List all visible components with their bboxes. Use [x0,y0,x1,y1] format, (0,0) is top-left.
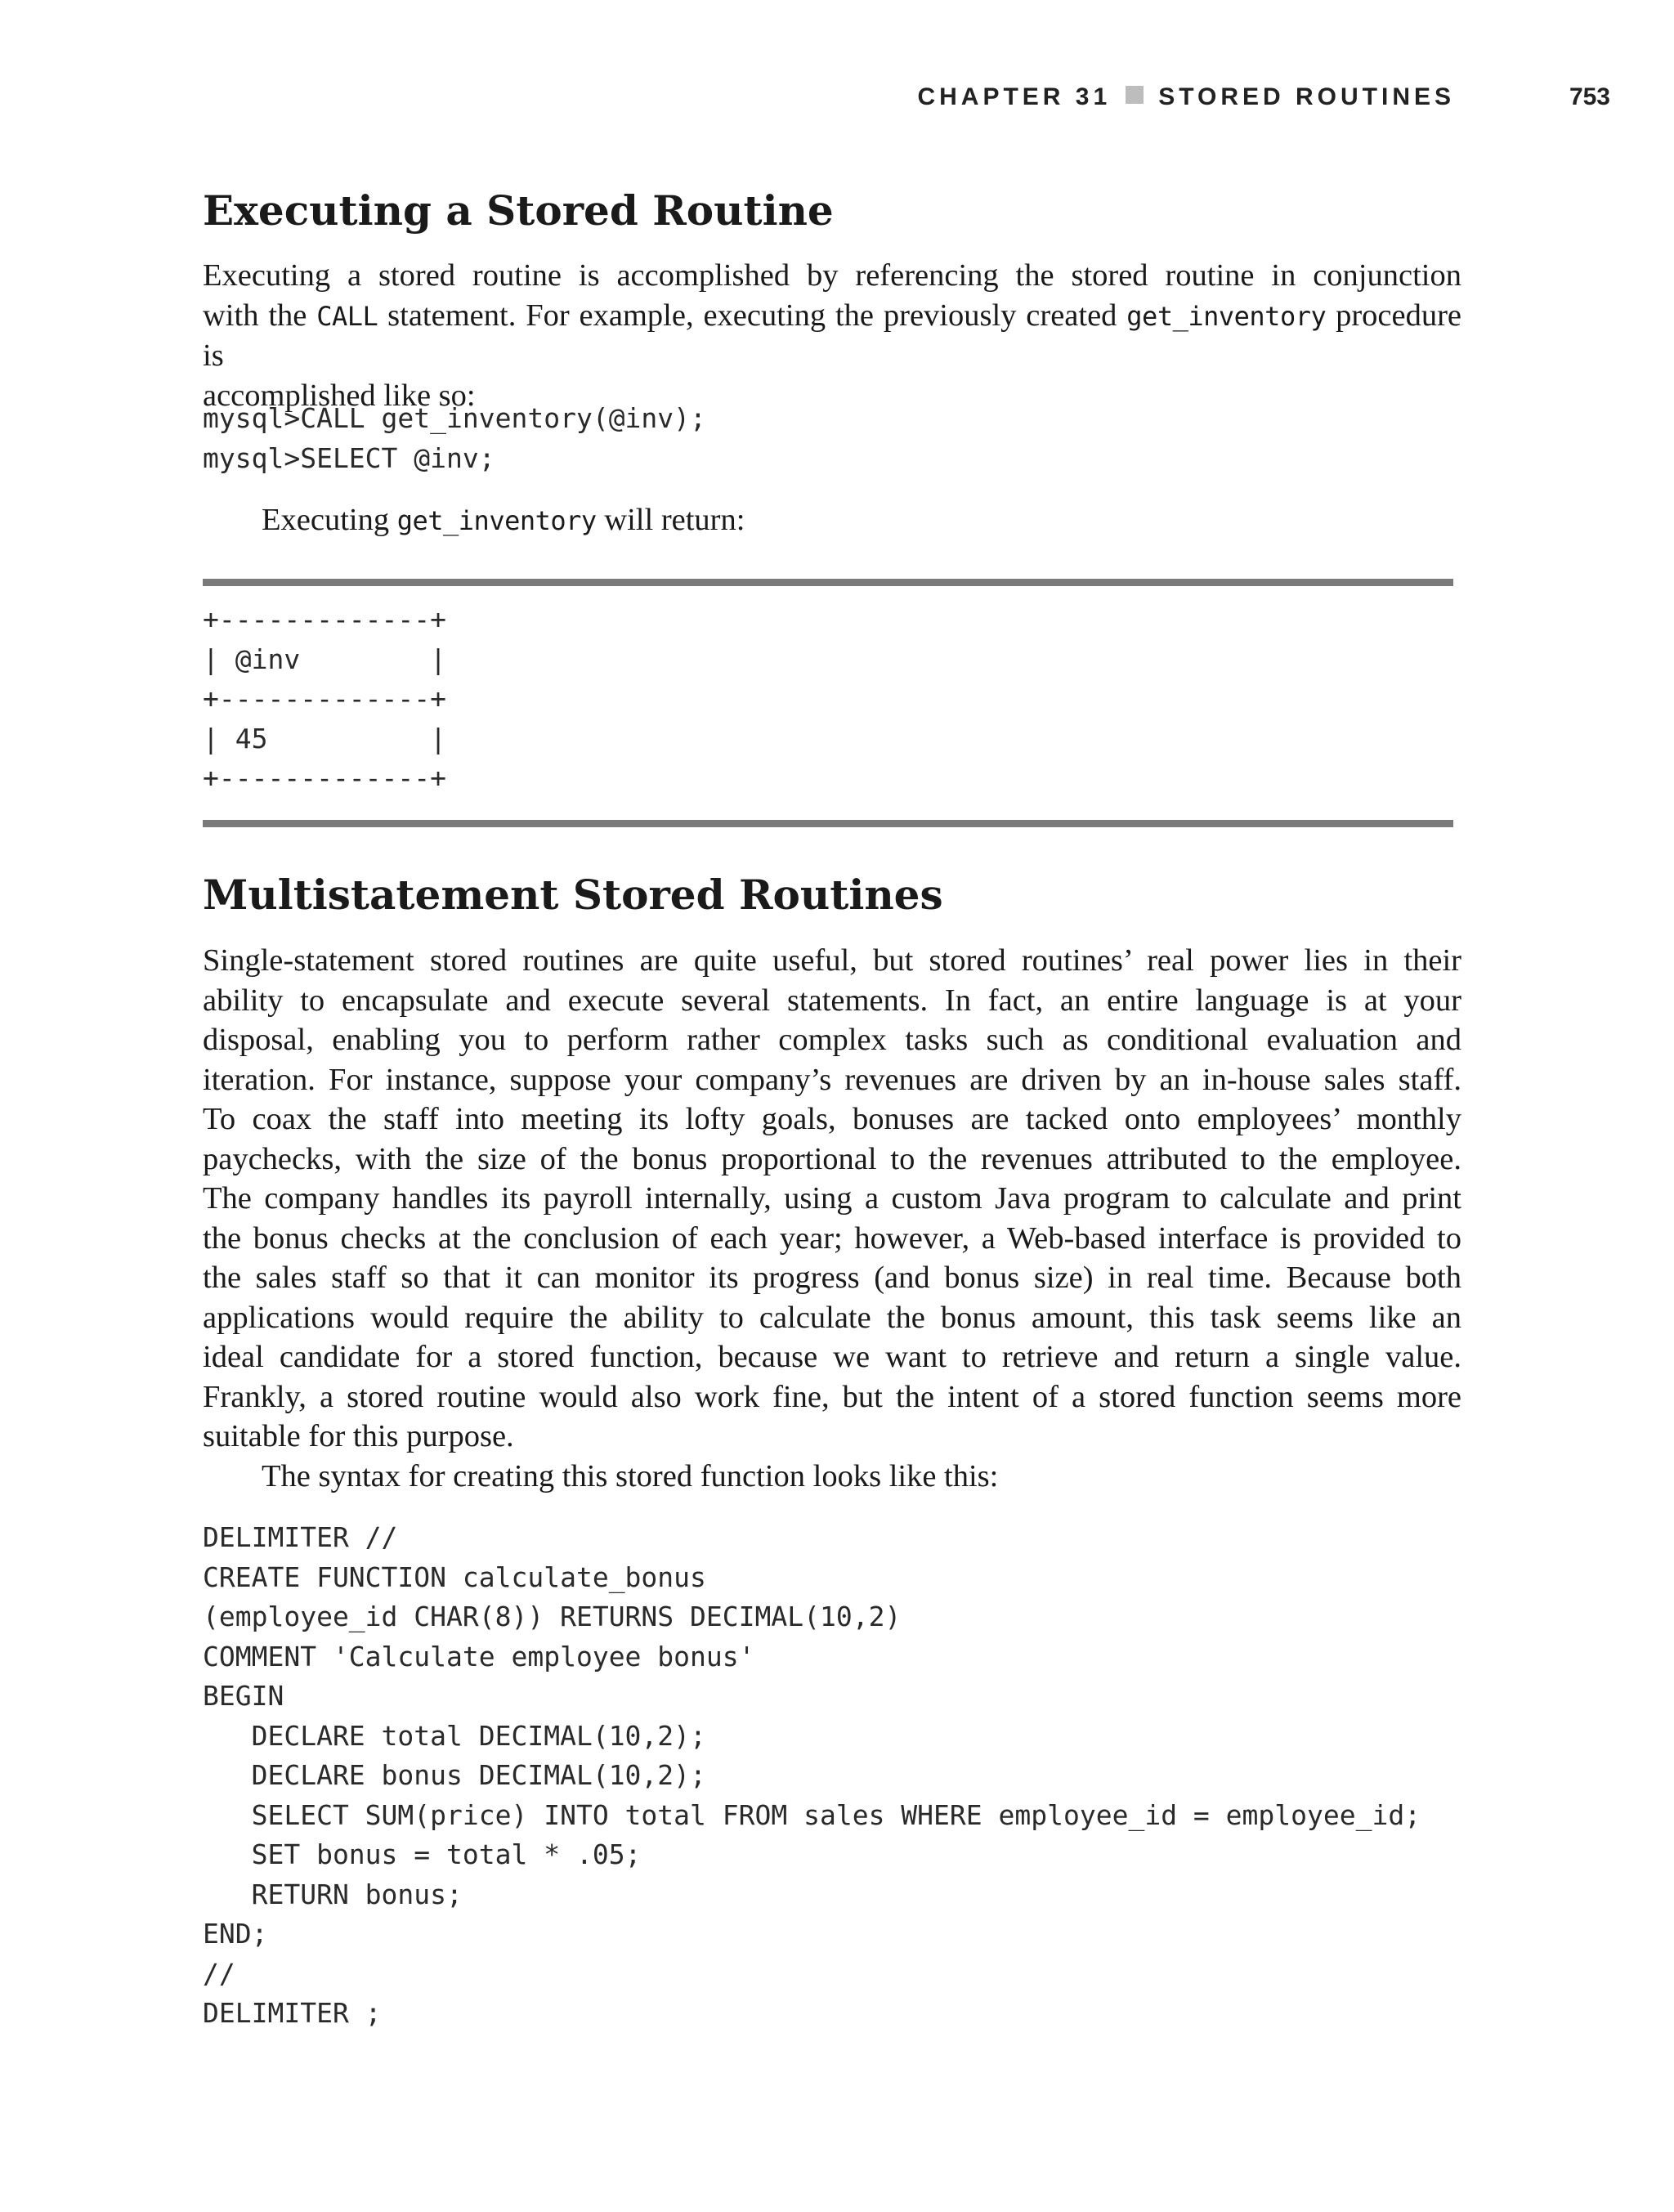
code-line: mysql>CALL get_inventory(@inv); [203,402,706,434]
code-line: SET bonus = total * .05; [203,1838,642,1870]
paragraph-line: Frankly, a stored routine would also work fine, but the intent of a stored function seems more [203,1379,1461,1414]
code-line: DELIMITER // [203,1521,398,1553]
code-line: DECLARE bonus DECIMAL(10,2); [203,1759,706,1791]
paragraph-line: ability to encapsulate and execute several statements. In fact, an entire language is at your [203,983,1461,1018]
output-line: | 45 | [203,722,447,754]
code-line: BEGIN [203,1680,284,1712]
paragraph-line: suitable for this purpose. [203,1419,514,1453]
text-run: statement. For example, executing the previously created [378,298,1127,333]
output-bottom-rule [203,820,1453,827]
code-line: DECLARE total DECIMAL(10,2); [203,1719,706,1752]
paragraph-line: applications would require the ability to calculate the bonus amount, this task seems like an [203,1300,1461,1335]
code-line: END; [203,1918,268,1950]
paragraph-line: Single-statement stored routines are quite useful, but stored routines’ real power lies in their [203,943,1461,978]
code-line: // [203,1957,235,1990]
running-header [899,83,1455,111]
output-line: +-------------+ [203,762,447,794]
inline-code-call: CALL [316,300,378,332]
query-output-table [203,600,446,799]
paragraph-will-return [203,500,1461,541]
paragraph-executing-intro [203,256,1461,415]
paragraph-line: the sales staff so that it can monitor its progress (and bonus size) in real time. Because both [203,1260,1461,1295]
text-run: Executing [262,503,397,537]
code-line: (employee_id CHAR(8)) RETURNS DECIMAL(10,2) [203,1601,902,1632]
paragraph-line: Executing a stored routine is accomplished by referencing the stored routine in conjunction [203,258,1461,293]
inline-code-get-inventory: get_inventory [396,505,597,536]
inline-code-get-inventory: get_inventory [1126,300,1327,332]
code-line: CREATE FUNCTION calculate_bonus [203,1560,706,1593]
text-run: with the [203,298,317,333]
code-line: mysql>SELECT @inv; [203,441,495,474]
section-heading-multistatement: Multistatement Stored Routines [203,871,943,919]
paragraph-syntax-intro: The syntax for creating this stored function looks like this: [262,1458,999,1493]
code-line: SELECT SUM(price) INTO total FROM sales WHERE employee_id = employee_id; [203,1798,1421,1831]
paragraph-line: the bonus checks at the conclusion of each year; however, a Web-based interface is provided to [203,1220,1461,1256]
page-number: 753 [1569,83,1610,110]
code-block-call-example [203,399,706,478]
output-line: | @inv | [203,643,447,675]
chapter-title: STORED ROUTINES [1158,83,1455,110]
code-line: RETURN bonus; [203,1878,463,1910]
output-top-rule [203,579,1453,586]
paragraph-line: accomplished like so: [203,378,476,413]
paragraph-line [203,296,1461,376]
code-block-calculate-bonus [203,1518,1421,2034]
paragraph-line: The company handles its payroll internally, using a custom Java program to calculate and print [203,1181,1461,1216]
paragraph-line: iteration. For instance, suppose your company’s revenues are driven by an in-house sales staff. [203,1062,1461,1097]
output-line: +-------------+ [203,683,447,714]
text-run: procedure is [203,298,1462,373]
code-line: COMMENT 'Calculate employee bonus' [203,1640,755,1672]
paragraph-multistatement-body [203,941,1461,1496]
paragraph-line: disposal, enabling you to perform rather complex tasks such as conditional evaluation and [203,1023,1461,1057]
code-line: DELIMITER ; [203,1997,382,2029]
output-line: +-------------+ [203,603,447,635]
section-heading-executing: Executing a Stored Routine [203,186,834,235]
paragraph-line: paychecks, with the size of the bonus proportional to the revenues attributed to the employee. [203,1141,1461,1176]
paragraph-line: To coax the staff into meeting its lofty goals, bonuses are tacked onto employees’ monthly [203,1102,1461,1136]
paragraph-line: ideal candidate for a stored function, because we want to retrieve and return a single value. [203,1340,1461,1374]
chapter-label: CHAPTER 31 [917,83,1112,110]
text-run: will return: [596,503,745,537]
header-separator-square-icon [1126,86,1144,104]
